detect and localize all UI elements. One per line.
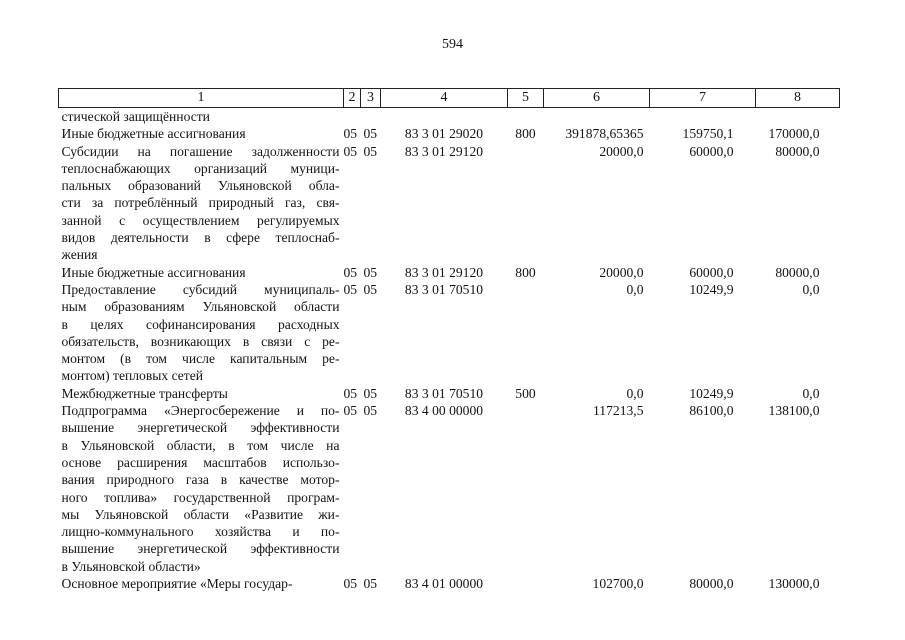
row-description [59, 143, 344, 264]
description-line: лищно-коммунального хозяйства и по- [61, 524, 340, 540]
subsection-code: 05 [363, 126, 378, 142]
description-line: вания природного газа в качестве мотор- [61, 472, 340, 488]
subsection-code: 05 [363, 403, 378, 419]
description-line: Подпрограмма «Энергосбережение и по- [61, 403, 340, 419]
column-header-2: 2 [344, 89, 361, 108]
column-header-8: 8 [756, 89, 840, 108]
subsection-code: 05 [363, 143, 378, 159]
section-code: 05 [343, 143, 358, 159]
description-line: в Ульяновской области» [61, 558, 201, 574]
description-line: в Ульяновской области, в том числе на [61, 437, 340, 453]
subsection-code: 05 [363, 385, 378, 401]
table-row [59, 575, 840, 592]
column-header-4: 4 [381, 89, 508, 108]
table-row [59, 402, 840, 575]
table-row [59, 281, 840, 385]
column-header-5: 5 [508, 89, 544, 108]
amount-col-7: 10249,9 [689, 385, 734, 401]
description-line: монтом (в том числе капитальным ре- [61, 351, 340, 367]
description-line: видов деятельности в сфере теплоснаб- [61, 230, 340, 246]
amount-col-8: 138100,0 [768, 403, 820, 419]
section-code: 05 [343, 385, 358, 401]
target-article-code: 83 4 00 00000 [404, 403, 484, 419]
column-header-1: 1 [59, 89, 344, 108]
amount-col-7 [650, 108, 756, 126]
amount-col-8: 80000,0 [775, 143, 820, 159]
expense-type-code: 800 [515, 264, 536, 280]
expense-type-code [508, 143, 544, 264]
subsection-code [361, 108, 381, 126]
subsection-code: 05 [363, 264, 378, 280]
amount-col-7: 60000,0 [689, 264, 734, 280]
section-code: 05 [343, 281, 358, 297]
expense-type-code [508, 281, 544, 385]
amount-col-6: 0,0 [626, 281, 644, 297]
expense-type-code: 800 [515, 126, 536, 142]
description-line: вышение энергетической эффективности [61, 420, 340, 436]
target-article-code: 83 3 01 29020 [404, 126, 484, 142]
subsection-code: 05 [363, 576, 378, 592]
amount-col-7: 86100,0 [689, 403, 734, 419]
description-line: вышение энергетической эффективности [61, 541, 340, 557]
section-code: 05 [343, 264, 358, 280]
amount-col-6: 102700,0 [592, 576, 644, 592]
amount-col-8 [756, 108, 840, 126]
description-line: Предоставление субсидий муниципаль- [61, 281, 340, 297]
amount-col-8: 80000,0 [775, 264, 820, 280]
amount-col-6: 20000,0 [599, 143, 644, 159]
table-body [59, 108, 840, 593]
row-description [59, 575, 344, 592]
amount-col-6: 0,0 [626, 385, 644, 401]
amount-col-7: 10249,9 [689, 281, 734, 297]
description-line: Иные бюджетные ассигнования [61, 126, 246, 142]
row-description [59, 281, 344, 385]
table-row [59, 264, 840, 281]
column-header-6: 6 [544, 89, 650, 108]
row-description [59, 385, 344, 402]
amount-col-7: 60000,0 [689, 143, 734, 159]
column-header-7: 7 [650, 89, 756, 108]
section-code [344, 108, 361, 126]
description-line: Субсидии на погашение задолженности [61, 143, 340, 159]
description-line: стической защищённости [61, 109, 210, 124]
amount-col-6: 391878,65365 [565, 126, 644, 142]
amount-col-8: 0,0 [802, 385, 820, 401]
column-header-3: 3 [361, 89, 381, 108]
section-code: 05 [343, 576, 358, 592]
header-row [59, 89, 840, 108]
row-description [59, 108, 344, 126]
table-row [59, 143, 840, 264]
description-line: мы Ульяновской области «Развитие жи- [61, 506, 340, 522]
description-line: теплоснабжающих организаций муници- [61, 160, 340, 176]
amount-col-6: 20000,0 [599, 264, 644, 280]
expense-type-code [508, 402, 544, 575]
description-line: занной с осуществлением регулируемых [61, 212, 340, 228]
description-line: ным образованиям Ульяновской области [61, 299, 340, 315]
budget-table [58, 88, 840, 592]
target-article-code [381, 108, 508, 126]
page-number: 594 [442, 37, 463, 52]
description-line: Основное мероприятие «Меры государ- [61, 576, 293, 592]
target-article-code: 83 3 01 29120 [404, 143, 484, 159]
section-code: 05 [343, 403, 358, 419]
row-description [59, 125, 344, 142]
amount-col-8: 130000,0 [768, 576, 820, 592]
amount-col-6 [544, 108, 650, 126]
row-description [59, 264, 344, 281]
description-line: сти за потреблённый природный газ, свя- [61, 195, 340, 211]
table-row [59, 125, 840, 142]
target-article-code: 83 3 01 70510 [404, 385, 484, 401]
row-description [59, 402, 344, 575]
amount-col-7: 80000,0 [689, 576, 734, 592]
amount-col-8: 170000,0 [768, 126, 820, 142]
target-article-code: 83 3 01 29120 [404, 264, 484, 280]
amount-col-8: 0,0 [802, 281, 820, 297]
table-row [59, 108, 840, 126]
amount-col-6: 117213,5 [593, 403, 644, 419]
subsection-code: 05 [363, 281, 378, 297]
description-line: жения [61, 247, 98, 263]
table-row [59, 385, 840, 402]
description-line: Иные бюджетные ассигнования [61, 264, 246, 280]
description-line: пальных образований Ульяновской обла- [61, 178, 340, 194]
expense-type-code [508, 575, 544, 592]
description-line: основе расширения масштабов использо- [61, 454, 340, 470]
section-code: 05 [343, 126, 358, 142]
description-line: Межбюджетные трансферты [61, 385, 228, 401]
target-article-code: 83 4 01 00000 [404, 576, 484, 592]
description-line: ного топлива» государственной програм- [61, 489, 340, 505]
description-line: в целях софинансирования расходных [61, 316, 340, 332]
target-article-code: 83 3 01 70510 [404, 281, 484, 297]
amount-col-7: 159750,1 [682, 126, 734, 142]
expense-type-code [508, 108, 544, 126]
description-line: монтом) тепловых сетей [61, 368, 204, 384]
description-line: обязательств, возникающих в связи с ре- [61, 333, 340, 349]
expense-type-code: 500 [515, 385, 536, 401]
